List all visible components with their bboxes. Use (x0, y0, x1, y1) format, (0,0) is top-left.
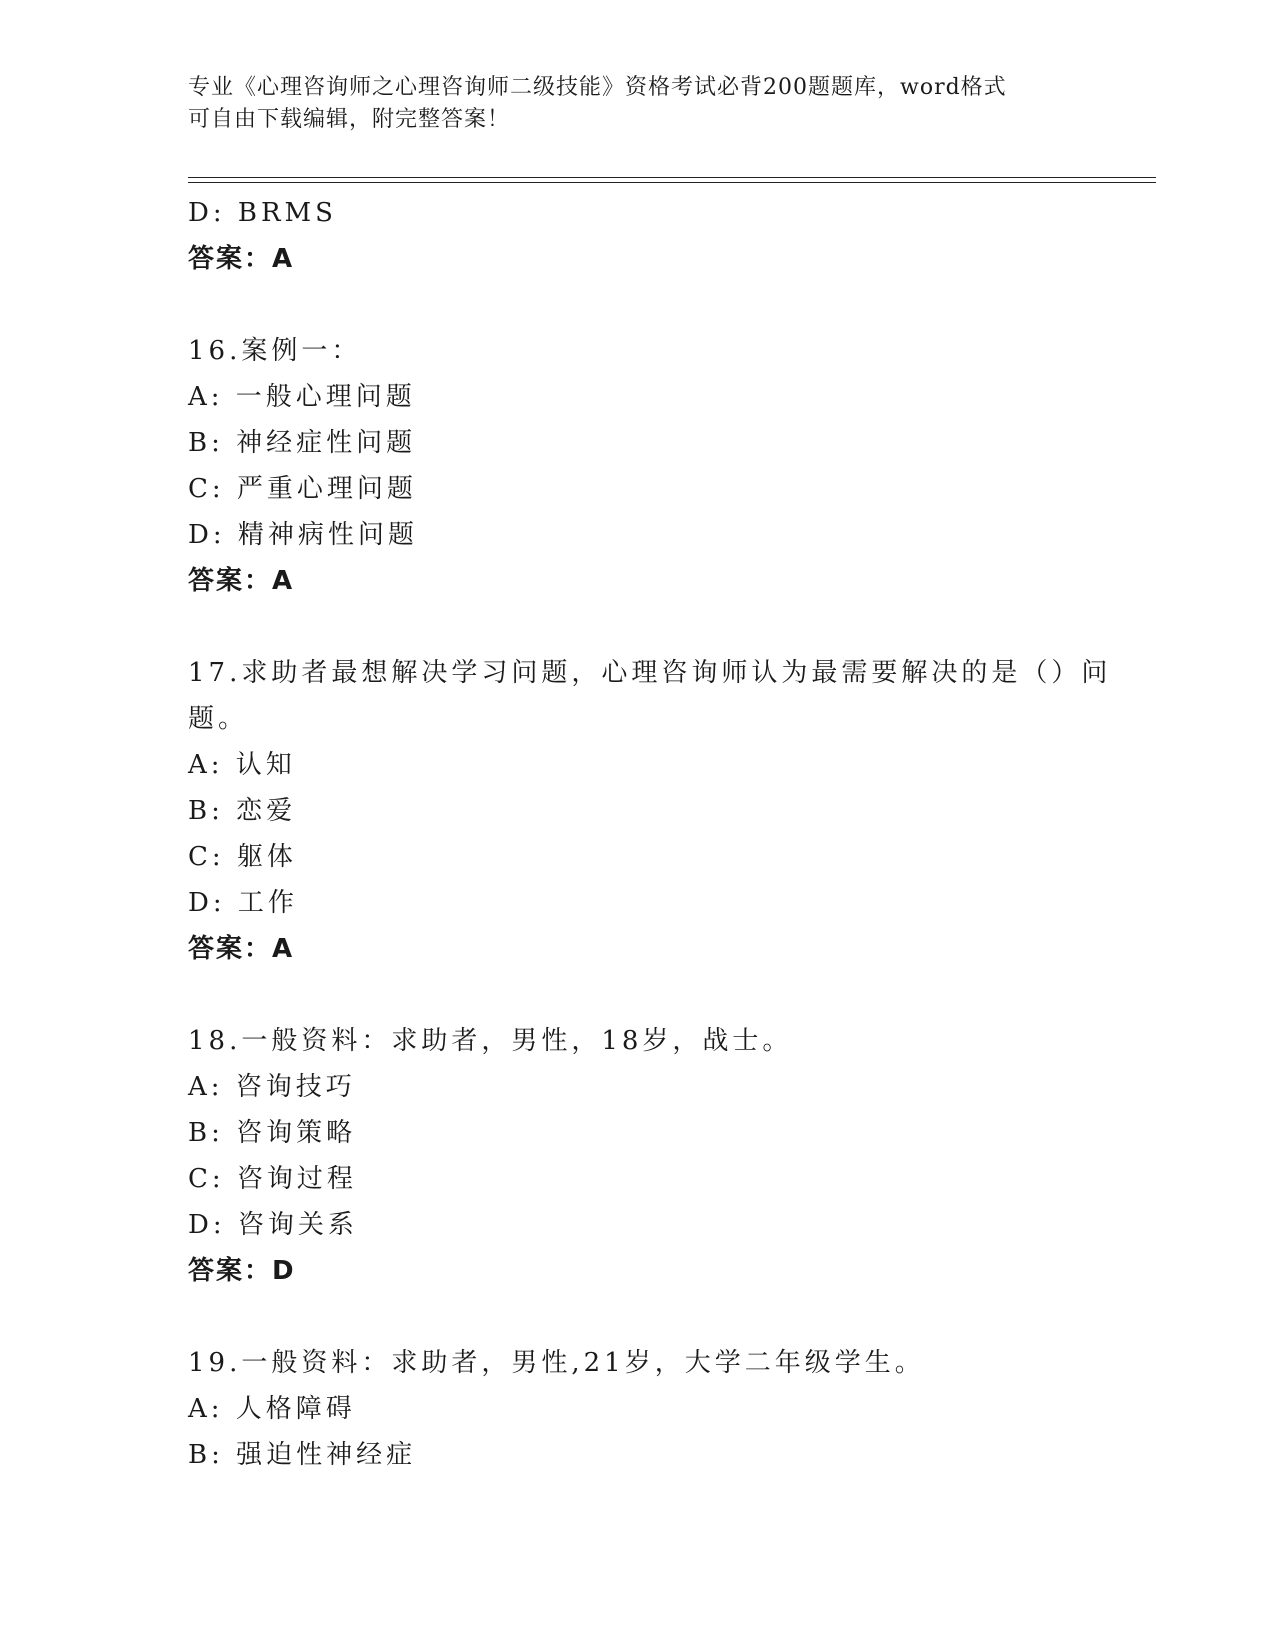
option-b: B: 神经症性问题 (188, 428, 417, 458)
question-list (188, 190, 1112, 1478)
option-c: C: 咨询过程 (188, 1164, 357, 1194)
option-c: C: 严重心理问题 (188, 474, 417, 504)
option-d: D: BRMS (188, 198, 337, 228)
spacer (188, 282, 1088, 328)
option-b: B: 恋爱 (188, 796, 297, 826)
option-a: A: 人格障碍 (188, 1394, 356, 1424)
option-d: D: 咨询关系 (188, 1210, 358, 1240)
question-stem-line-1: 17.求助者最想解决学习问题，心理咨询师认为最需要解决的是（）问 (188, 658, 1112, 688)
option-a: A: 认知 (188, 750, 296, 780)
spacer (188, 604, 1088, 650)
answer-label: 答案：D (188, 1256, 296, 1286)
spacer (188, 972, 1088, 1018)
spacer (188, 1294, 1088, 1340)
question-16 (188, 328, 1088, 604)
header-divider-bottom (188, 182, 1156, 183)
document-header (188, 72, 1088, 136)
question-18 (188, 1018, 1088, 1294)
question-15-tail (188, 190, 1088, 282)
answer-label: 答案：A (188, 934, 295, 964)
question-19 (188, 1340, 1088, 1478)
option-b: B: 咨询策略 (188, 1118, 357, 1148)
question-17 (188, 650, 1112, 972)
header-divider-top (188, 177, 1156, 178)
option-d: D: 工作 (188, 888, 298, 918)
answer-label: 答案：A (188, 244, 295, 274)
question-stem-line-2: 题。 (188, 704, 249, 734)
option-d: D: 精神病性问题 (188, 520, 418, 550)
option-a: A: 一般心理问题 (188, 382, 416, 412)
question-stem: 19.一般资料：求助者，男性,21岁，大学二年级学生。 (188, 1348, 925, 1378)
question-stem: 18.一般资料：求助者，男性，18岁，战士。 (188, 1026, 793, 1056)
answer-label: 答案：A (188, 566, 295, 596)
option-a: A: 咨询技巧 (188, 1072, 356, 1102)
option-c: C: 躯体 (188, 842, 297, 872)
question-stem: 16.案例一： (188, 336, 362, 366)
header-title-line-1: 专业《心理咨询师之心理咨询师二级技能》资格考试必背200题题库，word格式 (188, 75, 1007, 100)
header-title-line-2: 可自由下载编辑，附完整答案！ (188, 107, 511, 132)
option-b: B: 强迫性神经症 (188, 1440, 417, 1470)
